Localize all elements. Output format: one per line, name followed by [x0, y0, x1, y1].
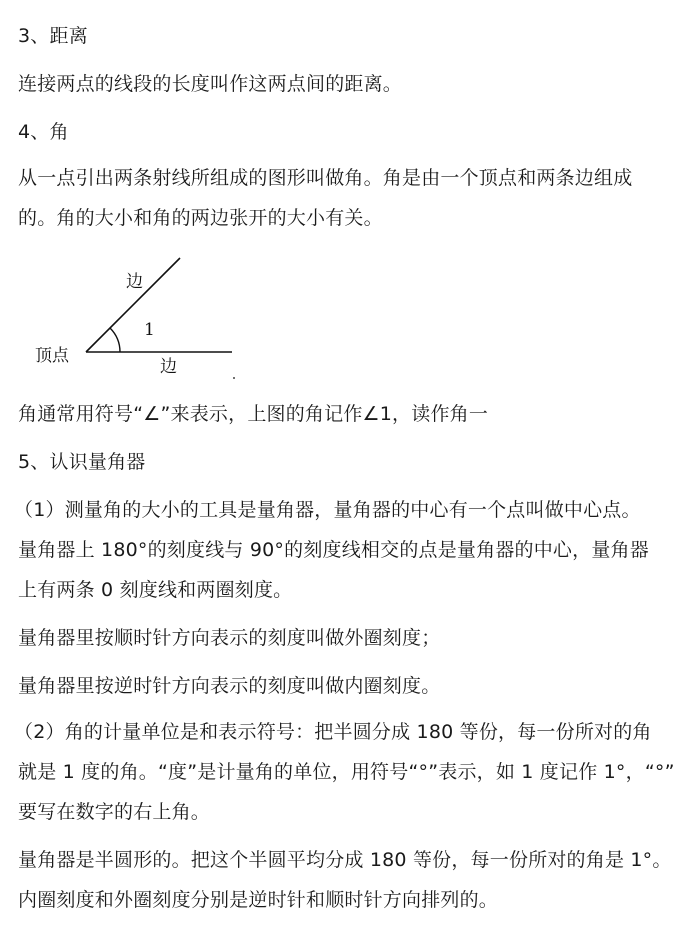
inner-scale-definition: 量角器里按逆时针方向表示的刻度叫做内圈刻度。 [18, 675, 441, 697]
angle-definition-line-1: 从一点引出两条射线所组成的图形叫做角。角是由一个顶点和两条边组成 [18, 167, 633, 189]
angle-arc [110, 328, 120, 352]
protractor-p1-line-2: 量角器上 180°的刻度线与 90°的刻度线相交的点是量角器的中心，量角器 [18, 539, 649, 561]
protractor-p2-line-3: 要写在数字的右上角。 [18, 801, 211, 823]
vertex-label: 顶点 [35, 346, 69, 366]
angle-diagram [30, 252, 250, 382]
angle-symbol-note: 角通常用符号“∠”来表示，上图的角记作∠1，读作角一 [18, 403, 489, 425]
protractor-p3-line-2: 内圈刻度和外圈刻度分别是逆时针和顺时针方向排列的。 [18, 889, 499, 911]
protractor-p1-line-1: （1）测量角的大小的工具是量角器，量角器的中心有一个点叫做中心点。 [14, 499, 641, 521]
protractor-p2-line-2: 就是 1 度的角。“度”是计量角的单位，用符号“°”表示，如 1 度记作 1°，“°” [18, 761, 675, 783]
stray-dot [233, 377, 235, 379]
outer-scale-definition: 量角器里按顺时针方向表示的刻度叫做外圈刻度； [18, 627, 441, 649]
section-heading-protractor: 5、认识量角器 [18, 451, 146, 473]
angle-definition-line-2: 的。角的大小和角的两边张开的大小有关。 [18, 207, 383, 229]
edge-label-lower: 边 [160, 357, 177, 377]
protractor-p2-line-1: （2）角的计量单位是和表示符号：把半圆分成 180 等份，每一份所对的角 [14, 721, 652, 743]
protractor-p1-line-3: 上有两条 0 刻度线和两圈刻度。 [18, 579, 293, 601]
protractor-p3-line-1: 量角器是半圆形的。把这个半圆平均分成 180 等份，每一份所对的角是 1°。 [18, 849, 672, 871]
section-heading-angle: 4、角 [18, 121, 69, 143]
distance-definition: 连接两点的线段的长度叫作这两点间的距离。 [18, 73, 403, 95]
angle-number-label: 1 [144, 320, 155, 340]
section-heading-distance: 3、距离 [18, 25, 88, 47]
edge-label-upper: 边 [126, 272, 143, 292]
